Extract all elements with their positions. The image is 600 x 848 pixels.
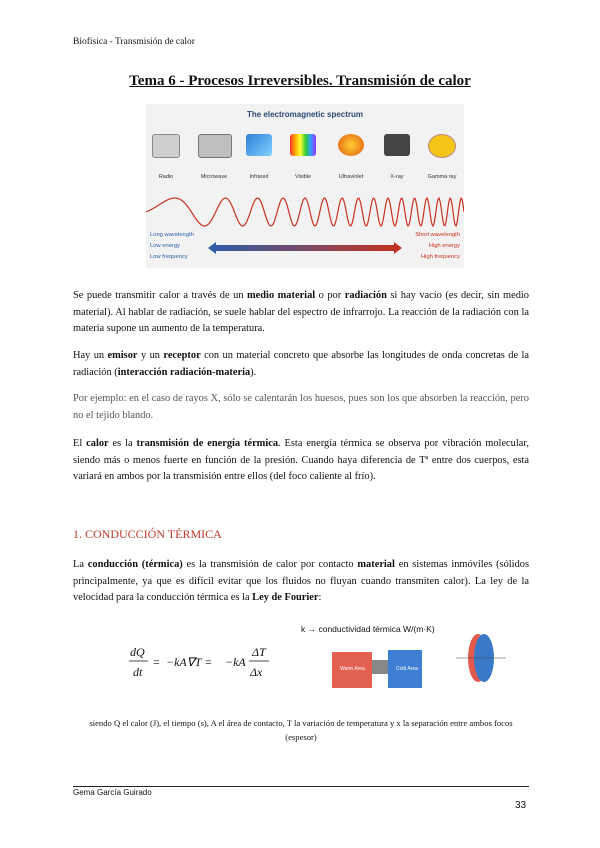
band-label: Infrared xyxy=(249,174,269,180)
electromagnetic-spectrum-figure xyxy=(146,104,464,268)
conduction-illustration xyxy=(330,638,430,694)
paragraph-xray-example: Por ejemplo: en el caso de rayos X, sólo se calentarán los huesos, pues son los que absorben la reacción, pero no el tejido blando. xyxy=(73,393,529,421)
paragraph-heat-definition: El calor es la transmisión de energía térmica. Esta energía térmica se observa por vibración molecular, siendo más o menos fuerte en función de la presión. Cuando haya diferencia de Tª entre dos cuerpos, esta variará en ambos por la transmisión entre ellos (del foco caliente al frío). xyxy=(73,438,530,482)
svg-text:=: = xyxy=(153,655,160,669)
visible-prism-icon xyxy=(290,134,316,156)
page-number: 33 xyxy=(515,800,527,811)
band-label: Visible xyxy=(294,174,312,180)
paragraph-medium-radiation: Se puede transmitir calor a través de un medio material o por radiación si hay vacío (es decir, sin medio material). Al hablar de radiación, se suele hablar del espectro de infrarrojo. La reacción de la radiación con la materia supone un aumento de la temperatura. xyxy=(73,290,529,334)
ultraviolet-sun-icon xyxy=(338,134,364,156)
svg-text:−kA: −kA xyxy=(225,655,246,669)
cold-area-label: Cold Area xyxy=(396,666,418,672)
microwave-icon xyxy=(198,134,232,158)
svg-text:ΔT: ΔT xyxy=(252,645,266,659)
running-header: Biofísica - Transmisión de calor xyxy=(73,37,195,47)
warm-area-label: Warm Area xyxy=(340,666,365,672)
svg-text:Δx: Δx xyxy=(250,665,263,679)
conductivity-label: k → conductividad térmica W/(m·K) xyxy=(301,624,435,634)
xray-hand-icon xyxy=(384,134,410,156)
heat-slab-illustration xyxy=(452,626,512,692)
spectrum-right-labels: Short wavelength High energy High frequency xyxy=(415,232,460,260)
band-label: Microwave xyxy=(200,174,228,180)
svg-text:dQ: dQ xyxy=(130,645,145,659)
radio-icon xyxy=(152,134,180,158)
page-title: Tema 6 - Procesos Irreversibles. Transmisión de calor xyxy=(129,73,471,89)
spectrum-left-labels: Long wavelength Low energy Low frequency xyxy=(150,232,194,260)
band-label: Ultraviolet xyxy=(338,174,364,180)
svg-text:dt: dt xyxy=(133,665,143,679)
paragraph-emitter-receiver: Hay un emisor y un receptor con un material concreto que absorbe las longitudes de onda concretas de la radiación (interacción radiación-materia). xyxy=(73,350,529,378)
band-label: Gamma ray xyxy=(427,174,457,180)
section-heading: 1. CONDUCCIÓN TÉRMICA xyxy=(73,527,222,541)
spectrum-title: The electromagnetic spectrum xyxy=(246,110,364,119)
radiation-icon xyxy=(428,134,456,158)
svg-text:−kA∇T =: −kA∇T = xyxy=(166,655,213,669)
footer-author: Gema García Guirado xyxy=(73,788,152,797)
fourier-law-formula xyxy=(128,640,298,684)
infrared-icon xyxy=(246,134,272,156)
paragraph-conduction: La conducción (térmica) es la transmisión de calor por contacto material en sistemas inmóviles (sólidos principalmente, ya que es difícil evitar que los fluidos no fluyan cuando transmiten calor). La ley de la velocidad para la conducción térmica es la Ley de Fourier: xyxy=(73,559,530,603)
footer-divider xyxy=(73,786,529,787)
band-label: Radio xyxy=(158,174,174,180)
band-label: X-ray xyxy=(390,174,404,180)
formula-caption: siendo Q el calor (J), el tiempo (s), A el área de contacto, T la variación de temperatura y x la separación entre ambos focos (espesor) xyxy=(89,718,513,742)
